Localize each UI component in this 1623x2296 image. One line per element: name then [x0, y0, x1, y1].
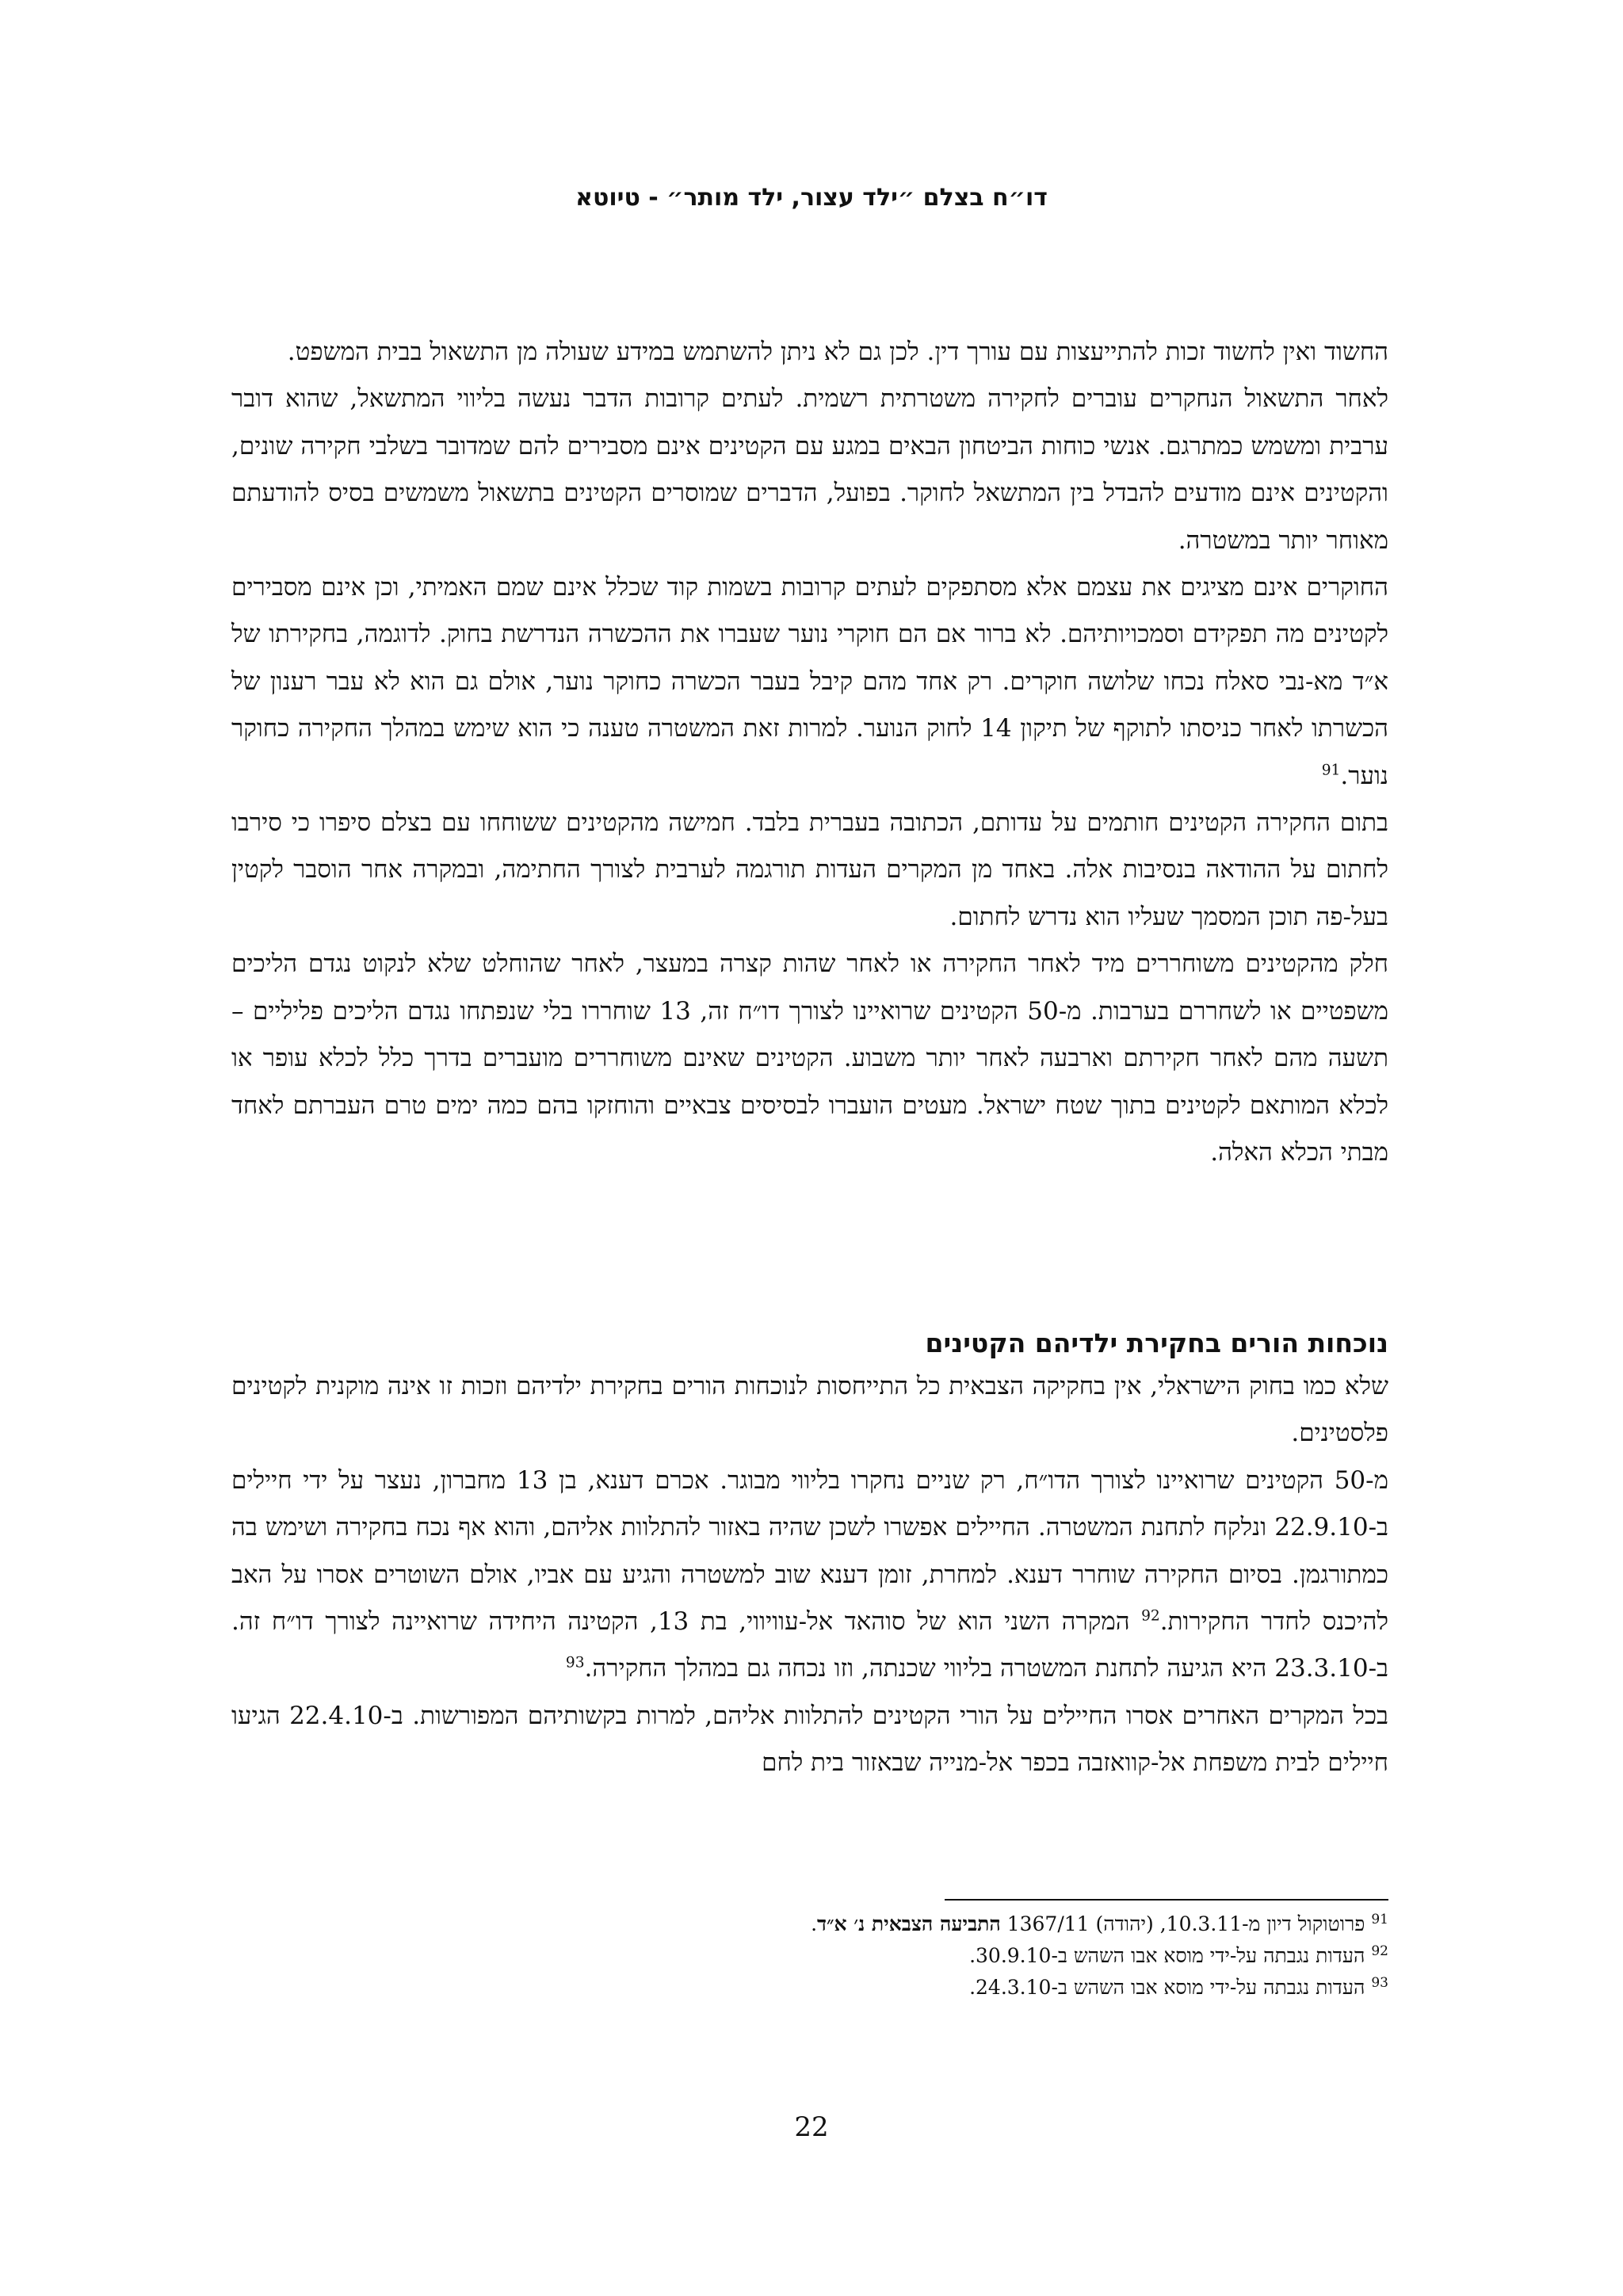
footnote-text: .: [811, 1912, 818, 1935]
page-number: 22: [794, 2111, 829, 2143]
footnote-ref-93: 93: [565, 1655, 585, 1672]
paragraph: [231, 1457, 1388, 1693]
section-heading: נוכחות הורים בחקירת ילדיהם הקטינים: [925, 1328, 1388, 1358]
paragraph: [231, 941, 1388, 1176]
paragraph-text: החשוד ואין לחשוד זכות להתייעצות עם עורך דין. לכן גם לא ניתן להשתמש במידע שעולה מן התשאול בבית המשפט.: [287, 338, 1388, 366]
footnote-ref-92: 92: [1141, 1607, 1160, 1625]
paragraph: [231, 1693, 1388, 1787]
paragraph-text: לאחר התשאול הנחקרים עוברים לחקירה משטרתית רשמית. לעתים קרובות הדבר נעשה בליווי המתשאל, שהוא דובר ערבית ומשמש כמתרגם. אנשי כוחות הביטחון הבאים במגע עם הקטינים אינם מסבירים להם שמדובר בשלבי חקירה שונים, והקטינים אינם מודעים להבדל בין המתשאל לחוקר. בפועל, הדברים שמוסרים הקטינים בתשאול משמשים בסיס להודעתם מאוחר יותר במשטרה.: [231, 384, 1388, 555]
body-text-lower: [231, 1363, 1388, 1787]
footnote-text: העדות נגבתה על-ידי מוסא אבו השהש ב-30.9.10.: [969, 1944, 1365, 1967]
footnote-92: [231, 1940, 1388, 1972]
paragraph: [231, 329, 1388, 376]
footnote-number: 92: [1371, 1943, 1388, 1959]
paragraph: [231, 564, 1388, 800]
footnote-91: [231, 1908, 1388, 1940]
paragraph: [231, 800, 1388, 941]
footnote-number: 93: [1371, 1974, 1388, 1991]
paragraph: [231, 376, 1388, 564]
paragraph-text: שלא כמו בחוק הישראלי, אין בחקיקה הצבאית כל התייחסות לנוכחות הורים בחקירת ילדיהם וזכות זו אינה מוקנית לקטינים פלסטינים.: [231, 1372, 1388, 1448]
paragraph-text: בתום החקירה הקטינים חותמים על עדותם, הכתובה בעברית בלבד. חמישה מהקטינים ששוחחו עם בצלם סיפרו כי סירבו לחתום על ההודאה בנסיבות אלה. באחד מן המקרים העדות תורגמה לערבית לצורך החתימה, ובמקרה אחר הוסבר לקטין בעל-פה תוכן המסמך שעליו הוא נדרש לחתום.: [231, 808, 1388, 931]
body-text-upper: [231, 329, 1388, 1176]
paragraph-text: החוקרים אינם מציגים את עצמם אלא מסתפקים לעתים קרובות בשמות קוד שכלל אינם שמם האמיתי, וכן אינם מסבירים לקטינים מה תפקידם וסמכויותיהם. לא ברור אם הם חוקרי נוער שעברו את ההכשרה הנדרשת בחוק. לדוגמה, בחקירתו של א״ד מא-נבי סאלח נכחו שלושה חוקרים. רק אחד מהם קיבל בעבר הכשרה כחוקר נוער, אולם גם הוא לא עבר רענון של הכשרתו לאחר כניסתו לתוקף של תיקון 14 לחוק הנוער. למרות זאת המשטרה טענה כי הוא שימש במהלך החקירה כחוקר נוער.: [231, 573, 1388, 790]
footnote-text: העדות נגבתה על-ידי מוסא אבו השהש ב-24.3.10.: [969, 1976, 1365, 1999]
running-header: דו״ח בצלם ״ילד עצור, ילד מותר״ - טיוטא: [575, 184, 1048, 212]
paragraph-text: בכל המקרים האחרים אסרו החיילים על הורי הקטינים להתלוות אליהם, למרות בקשותיהם המפורשות. ב-22.4.10 הגיעו חיילים לבית משפחת אל-קוואזבה בכפר אל-מנייה שבאזור בית לחם: [231, 1701, 1388, 1778]
footnotes: [231, 1908, 1388, 2004]
paragraph-text: המקרה השני הוא של סוהאד אל-עוויווי, בת 13, הקטינה היחידה שרואיינה לצורך דו״ח זה. ב-23.3.10 היא הגיעה לתחנת המשטרה בליווי שכנתה, וזו נכחה גם במהלך החקירה.: [231, 1607, 1388, 1683]
paragraph: [231, 1363, 1388, 1457]
footnote-case-name: התביעה הצבאית נ׳ א״ד: [817, 1912, 1001, 1935]
paragraph-text: מ-50 הקטינים שרואיינו לצורך הדו״ח, רק שניים נחקרו בליווי מבוגר. אכרם דענא, בן 13 מחברון, נעצר על ידי חיילים ב-22.9.10 ונלקח לתחנת המשטרה. החיילים אפשרו לשכן שהיה באזור להתלוות אליהם, והוא אף נכח בחקירה ושימש בה כמתורגמן. בסיום החקירה שוחרר דענא. למחרת, זומן דענא שוב למשטרה והגיע עם אביו, אולם השוטרים אסרו על האב להיכנס לחדר החקירות.: [231, 1465, 1388, 1637]
footnote-number: 91: [1371, 1911, 1388, 1927]
paragraph-text: חלק מהקטינים משוחררים מיד לאחר החקירה או לאחר שהות קצרה במעצר, לאחר שהוחלט שלא לנקוט נגדם הליכים משפטיים או לשחררם בערבות. מ-50 הקטינים שרואיינו לצורך דו״ח זה, 13 שוחררו בלי שנפתחו נגדם הליכים פליליים – תשעה מהם לאחר חקירתם וארבעה לאחר יותר משבוע. הקטינים שאינם משוחררים מועברים בדרך כלל לכלא עופר או לכלא המותאם לקטינים בתוך שטח ישראל. מעטים הועברו לבסיסים צבאיים והוחזקו בהם כמה ימים טרם העברתם לאחד מבתי הכלא האלה.: [231, 949, 1388, 1167]
footnote-93: [231, 1972, 1388, 2004]
footnote-ref-91: 91: [1321, 762, 1341, 779]
footnote-separator: [945, 1899, 1388, 1901]
footnote-text: פרוטוקול דיון מ-10.3.11, (יהודה) 1367/11: [1000, 1912, 1365, 1935]
